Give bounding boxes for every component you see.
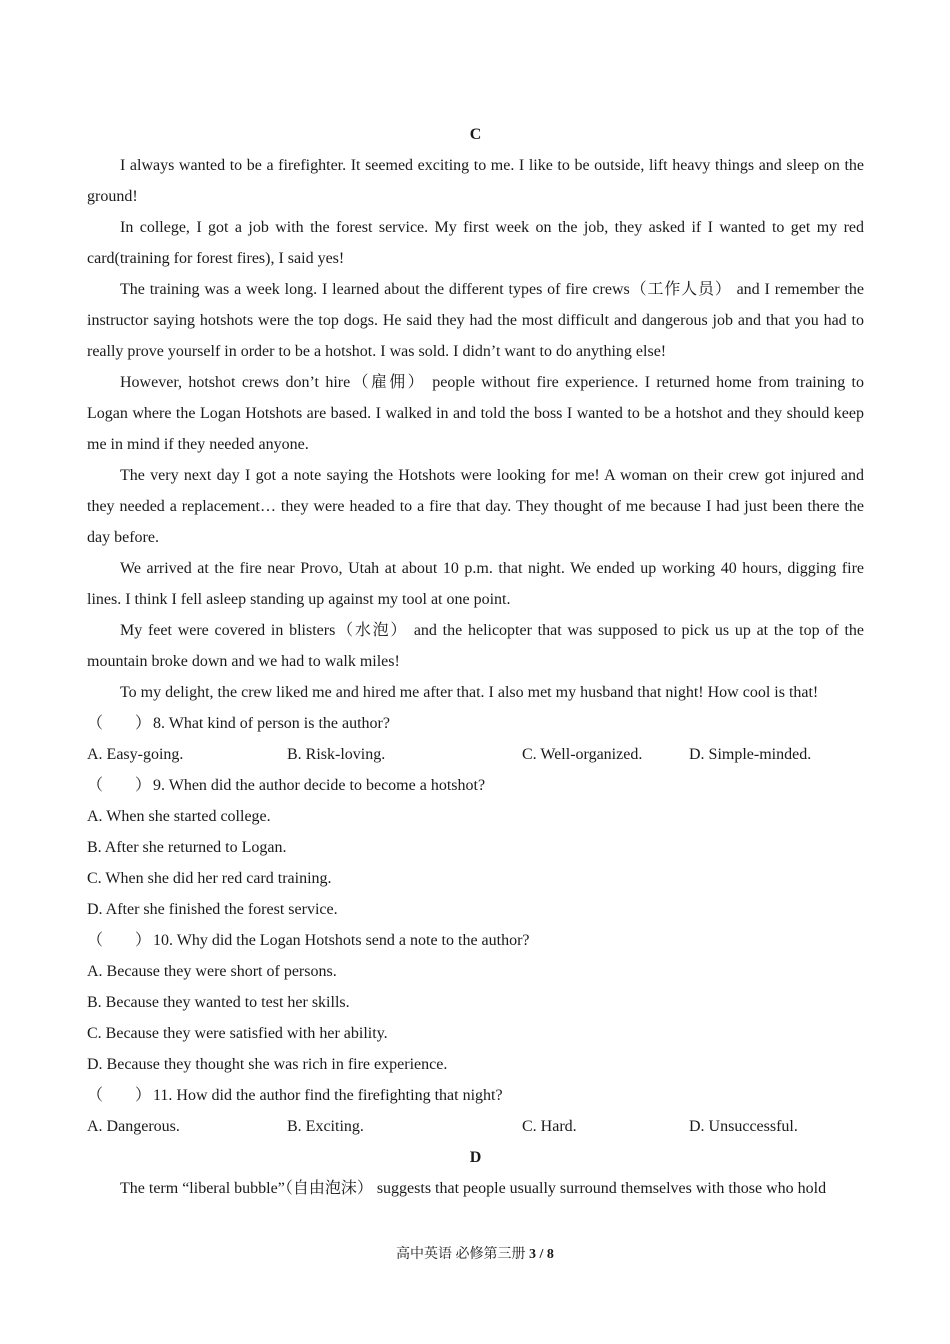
question-8	[87, 708, 864, 739]
paragraph: The training was a week long. I learned about the different types of fire crews（工作人员） and I remember the instructor saying hotshots were the top dogs. He said they had the most difficult and dangerous job and that you had to really prove yourself in order to be a hotshot. I was sold. I didn’t want to do anything else!	[87, 281, 864, 360]
answer-blank[interactable]: （ ）	[87, 932, 152, 949]
option-a: A. Because they were short of persons.	[87, 963, 337, 980]
document-page	[87, 119, 864, 1204]
paragraph: I always wanted to be a firefighter. It seemed exciting to me. I like to be outside, lift heavy things and sleep on the ground!	[87, 157, 864, 205]
question-10	[87, 925, 864, 956]
option-d: D. Unsuccessful.	[689, 1118, 798, 1135]
paragraph: However, hotshot crews don’t hire（雇佣） people without fire experience. I returned home from training to Logan where the Logan Hotshots are based. I walked in and told the boss I wanted to be a hotshot and they should keep me in mind if they needed anyone.	[87, 374, 864, 453]
option-a: A. When she started college.	[87, 808, 271, 825]
option-d: D. After she finished the forest service.	[87, 901, 338, 918]
options-row	[87, 739, 864, 770]
option-d: D. Because they thought she was rich in fire experience.	[87, 1056, 448, 1073]
page-number: 3 / 8	[529, 1247, 554, 1262]
option-c: C. Well-organized.	[522, 746, 643, 763]
question-9	[87, 770, 864, 801]
question-text: 9. When did the author decide to become a hotshot?	[153, 777, 486, 794]
option-b: B. Because they wanted to test her skills.	[87, 994, 350, 1011]
paragraph: My feet were covered in blisters（水泡） and the helicopter that was supposed to pick us up at the top of the mountain broke down and we had to walk miles!	[87, 622, 864, 670]
option-c: C. Because they were satisfied with her ability.	[87, 1025, 388, 1042]
option-a: A. Dangerous.	[87, 1118, 180, 1135]
options-row	[87, 1111, 864, 1142]
question-11	[87, 1080, 864, 1111]
paragraph: The very next day I got a note saying the Hotshots were looking for me! A woman on their crew got injured and they needed a replacement… they were headed to a fire that day. They thought of me because I had just been there the day before.	[87, 467, 864, 546]
answer-blank[interactable]: （ ）	[87, 1087, 152, 1104]
paragraph: We arrived at the fire near Provo, Utah at about 10 p.m. that night. We ended up working 40 hours, digging fire lines. I think I fell asleep standing up against my tool at one point.	[87, 560, 864, 608]
page-footer	[0, 1245, 950, 1265]
question-text: 10. Why did the Logan Hotshots send a note to the author?	[153, 932, 530, 949]
paragraph: In college, I got a job with the forest service. My first week on the job, they asked if I wanted to get my red card(training for forest fires), I said yes!	[87, 219, 864, 267]
answer-blank[interactable]: （ ）	[87, 715, 152, 732]
option-b: B. Exciting.	[287, 1118, 364, 1135]
answer-blank[interactable]: （ ）	[87, 777, 152, 794]
option-a: A. Easy-going.	[87, 746, 184, 763]
option-d: D. Simple-minded.	[689, 746, 812, 763]
footer-book-title: 高中英语 必修第三册	[396, 1247, 526, 1262]
section-c-title: C	[469, 126, 482, 143]
section-d-title: D	[469, 1149, 482, 1166]
option-b: B. Risk-loving.	[287, 746, 386, 763]
option-b: B. After she returned to Logan.	[87, 839, 287, 856]
question-text: 11. How did the author find the firefighting that night?	[153, 1087, 503, 1104]
option-c: C. When she did her red card training.	[87, 870, 332, 887]
paragraph: The term “liberal bubble”（自由泡沫） suggests that people usually surround themselves with those who hold	[120, 1180, 827, 1197]
paragraph: To my delight, the crew liked me and hired me after that. I also met my husband that night! How cool is that!	[120, 684, 819, 701]
option-c: C. Hard.	[522, 1118, 577, 1135]
question-text: 8. What kind of person is the author?	[153, 715, 390, 732]
